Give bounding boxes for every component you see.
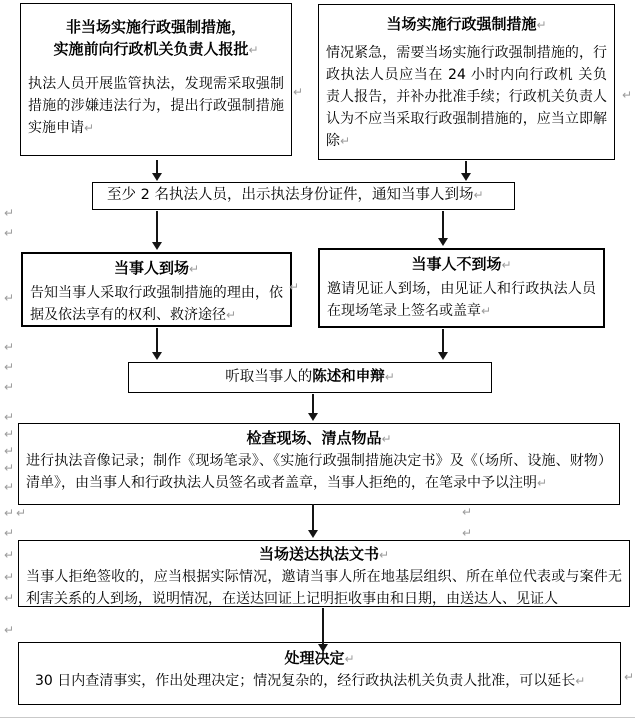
paragraph-mark-icon: ↵ [4, 623, 15, 637]
box-body: 告知当事人采取行政强制措施的理由，依据及依法享有的权利、救济途径↵ [30, 285, 283, 323]
paragraph-mark-icon: ↵ [344, 652, 355, 666]
box-title: 当事人到场↵ [113, 259, 200, 277]
paragraph-mark-icon: ↵ [4, 360, 15, 374]
arrow-box2-to-box3 [465, 161, 467, 173]
paragraph-mark-icon: ↵ [537, 476, 548, 490]
paragraph-mark-icon: ↵ [4, 226, 15, 240]
arrow-box1-to-box3 [156, 160, 158, 173]
paragraph-mark-icon: ↵ [226, 308, 237, 322]
arrow-box3-to-box4 [156, 211, 158, 242]
paragraph-mark-icon: ↵ [340, 134, 351, 148]
paragraph-mark-icon: ↵ [378, 548, 390, 562]
paragraph-mark-icon: ↵ [622, 88, 633, 102]
paragraph-mark-icon: ↵ [248, 43, 259, 57]
paragraph-mark-icon: ↵ [16, 506, 27, 520]
box-title: 检查现场、清点物品↵ [246, 429, 392, 447]
paragraph-mark-icon: ↵ [4, 427, 15, 441]
paragraph-mark-icon: ↵ [4, 410, 15, 424]
box-title-line2: 实施前向行政机关负责人报批↵ [53, 40, 259, 58]
paragraph-mark-icon: ↵ [4, 444, 15, 458]
paragraph-mark-icon: ↵ [188, 262, 200, 276]
paragraph-mark-icon: ↵ [384, 370, 395, 384]
paragraph-mark-icon: ↵ [4, 340, 15, 354]
paragraph-mark-icon: ↵ [4, 461, 15, 475]
flow-box-inspect-inventory [18, 423, 620, 505]
box-title [21, 16, 291, 61]
box-body: 执法人员开展监管执法，发现需采取强制措施的涉嫌违法行为，提出行政强制措施实施申请↵ [28, 76, 284, 136]
flow-box-notify-party [92, 182, 515, 210]
paragraph-mark-icon: ↵ [84, 121, 95, 135]
box-body: 进行执法音像记录；制作《现场笔录》、《实施行政强制措施决定书》及《（场所、设施、财物）清单》，由当事人和行政执法人员签名或者盖章，当事人拒绝的，在笔录中予以注明↵ [26, 453, 612, 491]
flow-box-party-absent [318, 248, 605, 328]
arrow-box7-to-box8 [312, 504, 314, 530]
box-body: 情况紧急，需要当场实施行政强制措施的，行政执法人员应当在 24 小时内向行政机 关负责人报告，并补办批准手续；行政机关负责人认为不应当采取行政强制措施的，应当立即解除↵ [326, 45, 607, 149]
flow-box-onsite-implementation [318, 4, 615, 160]
paragraph-mark-icon: ↵ [4, 591, 15, 605]
paragraph-mark-icon: ↵ [4, 480, 15, 494]
paragraph-mark-icon: ↵ [473, 188, 484, 202]
paragraph-mark-icon: ↵ [4, 526, 15, 540]
arrow-box5-to-box6 [442, 329, 444, 352]
box-text-prefix: 听取当事人的 [225, 369, 313, 385]
box-body: 30 日内查清事实，作出处理决定；情况复杂的，经行政执法机关负责人批准，可以延长↵ [35, 673, 586, 689]
paragraph-mark-icon: ↵ [4, 506, 15, 520]
paragraph-mark-icon: ↵ [4, 548, 15, 562]
paragraph-mark-icon: ↵ [575, 674, 586, 688]
arrow-box3-to-box5 [442, 211, 444, 238]
box-title-line1: 非当场实施行政强制措施， [65, 18, 246, 36]
box-text-bold: 陈述和申辩 [312, 369, 385, 385]
box-text: 至少 2 名执法人员，出示执法身份证件，通知当事人到场 [107, 187, 474, 203]
paragraph-mark-icon: ↵ [481, 304, 492, 318]
flow-box-hear-statement [128, 362, 492, 393]
box-title: 当场送达执法文书↵ [258, 545, 390, 563]
flow-box-serve-documents [18, 540, 630, 607]
box-body: 邀请见证人到场，由见证人和行政执法人员在现场笔录上签名或盖章↵ [327, 281, 596, 319]
paragraph-mark-icon: ↵ [501, 258, 512, 272]
paragraph-mark-icon: ↵ [624, 670, 635, 684]
box-body: 当事人拒绝签收的，应当根据实际情况，邀请当事人所在地基层组织、所在单位代表或与案件无利害关系的人到场，说明情况，在送达回证上记明拒收事由和日期，由送达人、见证人 [26, 569, 622, 607]
arrow-box8-to-box9 [322, 608, 324, 644]
box-title: 当事人不到场↵ [411, 255, 512, 273]
paragraph-mark-icon: ↵ [462, 526, 473, 540]
box-title: 处理决定↵ [284, 649, 355, 667]
paragraph-mark-icon: ↵ [289, 280, 300, 294]
paragraph-mark-icon: ↵ [4, 206, 15, 220]
flow-box-offsite-approval [20, 3, 292, 156]
paragraph-mark-icon: ↵ [462, 505, 473, 519]
paragraph-mark-icon: ↵ [4, 291, 15, 305]
paragraph-mark-icon: ↵ [4, 570, 15, 584]
paragraph-mark-icon: ↵ [536, 18, 547, 32]
arrow-box4-to-box6 [156, 328, 158, 352]
flow-box-party-present [21, 252, 292, 327]
arrow-box6-to-box7 [312, 394, 314, 413]
box-title: 当场实施行政强制措施↵ [386, 15, 547, 33]
paragraph-mark-icon: ↵ [293, 85, 304, 99]
paragraph-mark-icon: ↵ [381, 432, 392, 446]
paragraph-mark-icon: ↵ [4, 380, 15, 394]
